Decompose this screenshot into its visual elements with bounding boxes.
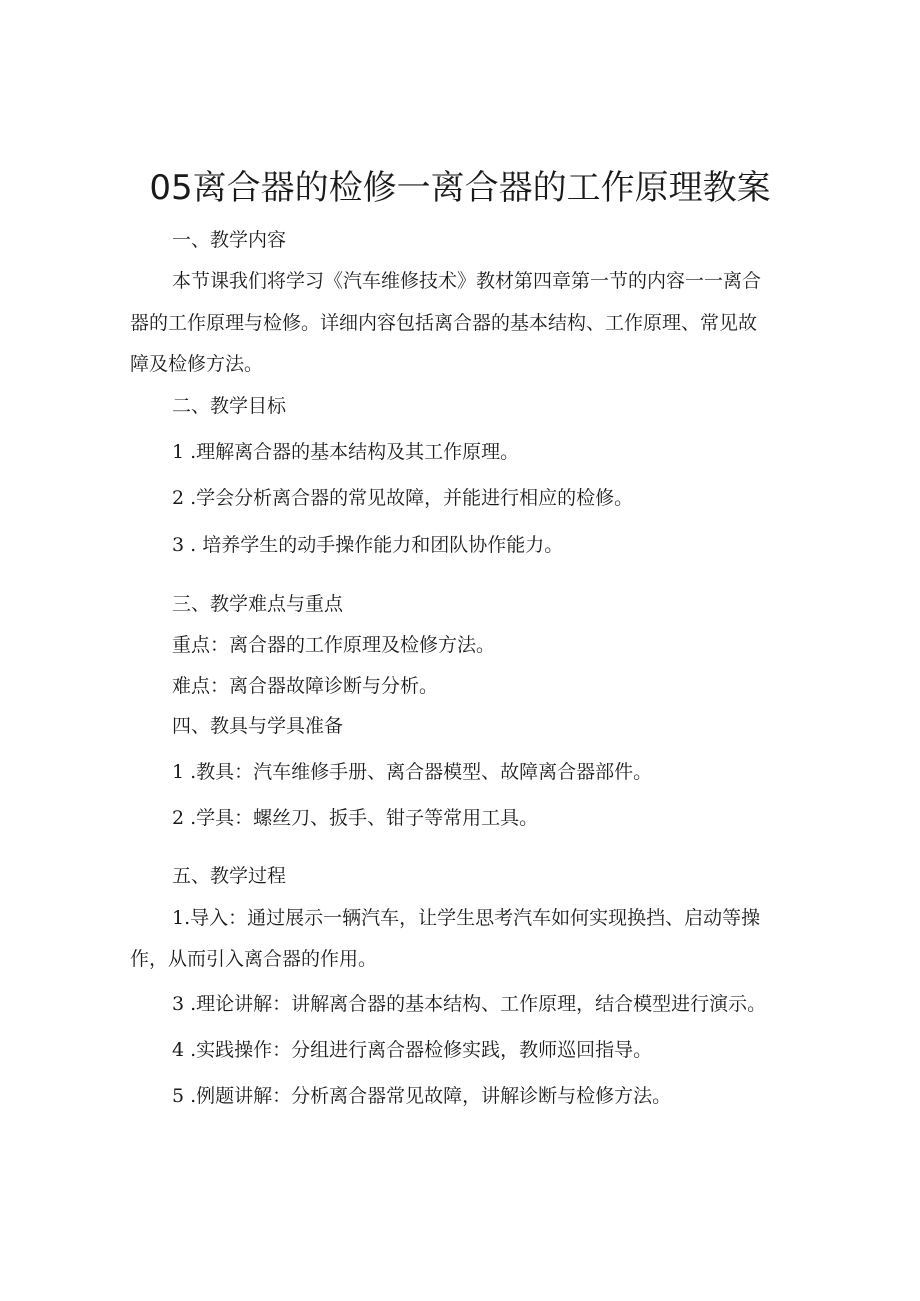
- list-item: 3 .理论讲解：讲解离合器的基本结构、工作原理，结合模型进行演示。: [172, 993, 767, 1015]
- key-point-line: 重点：离合器的工作原理及检修方法。: [172, 634, 496, 656]
- document-title: 05离合器的检修一离合器的工作原理教案: [149, 168, 771, 208]
- list-item: 3 . 培养学生的动手操作能力和团队协作能力。: [172, 534, 564, 556]
- paragraph-line: 障及检修方法。: [130, 353, 264, 375]
- list-item: 1.导入：通过展示一辆汽车，让学生思考汽车如何实现换挡、启动等操: [172, 907, 761, 929]
- section-heading-difficulties: 三、教学难点与重点: [172, 593, 344, 615]
- section-heading-teaching-content: 一、教学内容: [172, 229, 287, 251]
- list-item: 2 .学具：螺丝刀、扳手、钳子等常用工具。: [172, 807, 539, 829]
- difficult-point-line: 难点：离合器故障诊断与分析。: [172, 675, 439, 697]
- list-item: 2 .学会分析离合器的常见故障，并能进行相应的检修。: [172, 487, 634, 509]
- list-item: 1 .理解离合器的基本结构及其工作原理。: [172, 441, 520, 463]
- list-item: 4 .实践操作：分组进行离合器检修实践，教师巡回指导。: [172, 1039, 653, 1061]
- section-heading-teaching-goals: 二、教学目标: [172, 395, 287, 417]
- list-item: 5 .例题讲解：分析离合器常见故障，讲解诊断与检修方法。: [172, 1085, 672, 1107]
- list-item: 1 .教具：汽车维修手册、离合器模型、故障离合器部件。: [172, 761, 653, 783]
- paragraph-line: 器的工作原理与检修。详细内容包括离合器的基本结构、工作原理、常见故: [130, 312, 758, 334]
- paragraph-line: 本节课我们将学习《汽车维修技术》教材第四章第一节的内容一一离合: [172, 270, 762, 292]
- section-heading-process: 五、教学过程: [172, 865, 287, 887]
- section-heading-materials: 四、教具与学具准备: [172, 715, 344, 737]
- list-item-continuation: 作，从而引入离合器的作用。: [130, 948, 378, 970]
